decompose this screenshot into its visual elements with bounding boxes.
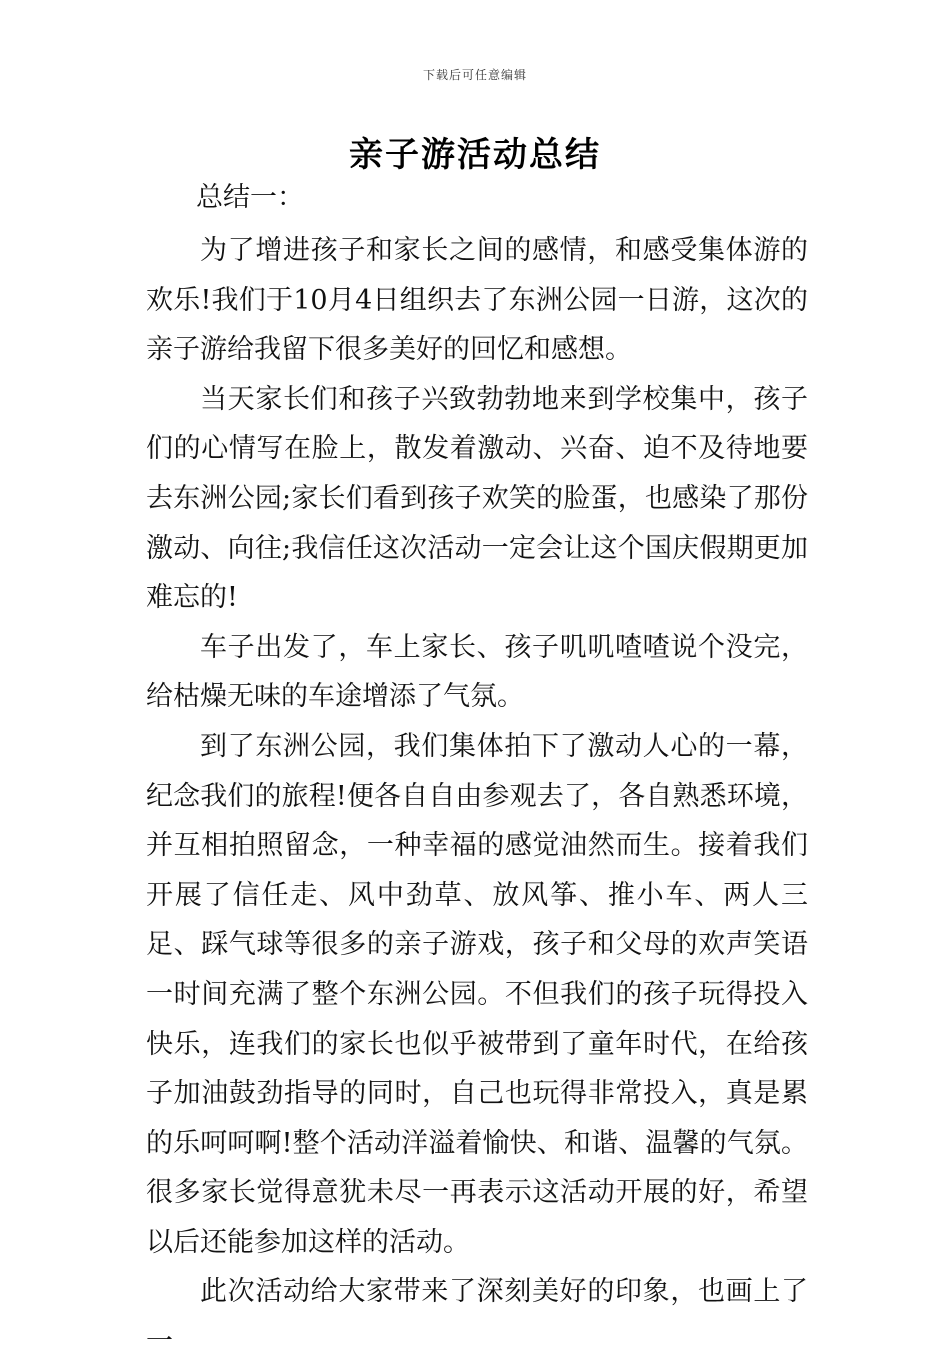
paragraph-3: 车子出发了，车上家长、孩子叽叽喳喳说个没完，给枯燥无味的车途增添了气氛。 bbox=[146, 631, 808, 713]
paragraph-4: 到了东洲公园，我们集体拍下了激动人心的一幕，纪念我们的旅程!便各自自由参观去了，各自熟悉环境，并互相拍照留念，一种幸福的感觉油然而生。接着我们开展了信任走、风中劲草、放风筝、推小车、两人三足、踩气球等很多的亲子游戏，孩子和父母的欢声笑语一时间充满了整个东洲公园。不但我们的孩子玩得投入快乐，连我们的家长也似乎被带到了童年时代，在给孩子加油鼓劲指导的同时，自己也玩得非常投入，真是累的乐呵呵啊!整个活动洋溢着愉快、和谐、温馨的气氛。很多家长觉得意犹未尽一再表示这活动开展的好，希望以后还能参加这样的活动。 bbox=[146, 730, 808, 1258]
header-note: 下载后可任意编辑 bbox=[422, 68, 527, 82]
section-label: 总结一： bbox=[196, 182, 304, 213]
paragraph-5: 此次活动给大家带来了深刻美好的印象，也画上了一 bbox=[146, 1276, 808, 1358]
document-title: 亲子游活动总结 bbox=[349, 135, 601, 175]
paragraph-2: 当天家长们和孩子兴致勃勃地来到学校集中，孩子们的心情写在脸上，散发着激动、兴奋、迫不及待地要去东洲公园;家长们看到孩子欢笑的脸蛋，也感染了那份激动、向往;我信任这次活动一定会让这个国庆假期更加难忘的! bbox=[146, 383, 808, 614]
document-body bbox=[146, 176, 808, 1367]
paragraph-1: 为了增进孩子和家长之间的感情，和感受集体游的欢乐!我们于10月4日组织去了东洲公园一日游，这次的亲子游给我留下很多美好的回忆和感想。 bbox=[146, 235, 808, 366]
